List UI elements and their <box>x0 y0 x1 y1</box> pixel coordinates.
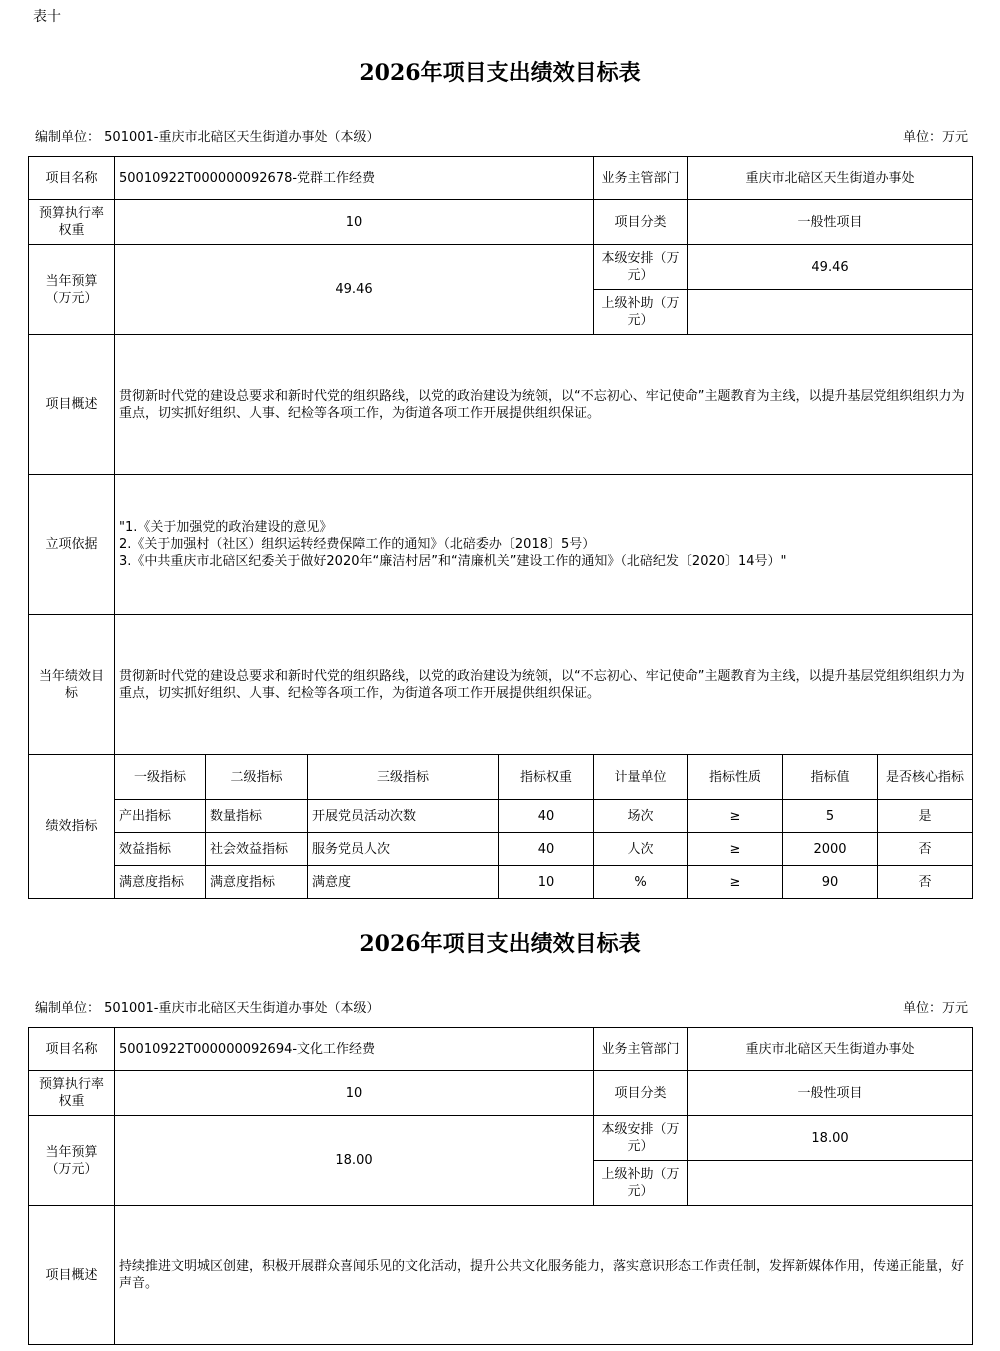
header-level3: 三级指标 <box>308 755 499 800</box>
org-unit-label: 编制单位： <box>35 1001 101 1016</box>
supervising-dept-label: 业务主管部门 <box>594 157 688 200</box>
budget-weight-value: 10 <box>115 200 594 245</box>
header-level1: 一级指标 <box>115 755 206 800</box>
header-level2: 二级指标 <box>206 755 308 800</box>
cell-unit: 场次 <box>594 800 688 833</box>
annual-goal-text: 贯彻新时代党的建设总要求和新时代党的组织路线，以党的政治建设为统领，以“不忘初心、牢记使命”主题教育为主线，以提升基层党组织组织力为重点，切实抓好组织、人事、纪检等各项工作，为街道各项工作开展提供组织保证。 <box>115 615 973 755</box>
annual-budget-label: 当年预算（万元） <box>29 1116 115 1206</box>
annual-budget-value: 49.46 <box>115 245 594 335</box>
project-category-value: 一般性项目 <box>688 1071 973 1116</box>
overview-label: 项目概述 <box>29 335 115 475</box>
cell-value: 90 <box>783 866 878 899</box>
project-category-label: 项目分类 <box>594 200 688 245</box>
org-unit-value: 501001-重庆市北碚区天生街道办事处（本级） <box>104 1001 380 1016</box>
overview-text: 贯彻新时代党的建设总要求和新时代党的组织路线，以党的政治建设为统领，以“不忘初心、牢记使命”主题教育为主线，以提升基层党组织组织力为重点，切实抓好组织、人事、纪检等各项工作，为街道各项工作开展提供组织保证。 <box>115 335 973 475</box>
project-name-label: 项目名称 <box>29 1028 115 1071</box>
currency-unit: 单位：万元 <box>902 130 968 145</box>
supervising-dept-value: 重庆市北碚区天生街道办事处 <box>688 157 973 200</box>
annual-budget-label: 当年预算（万元） <box>29 245 115 335</box>
overview-label: 项目概述 <box>29 1206 115 1345</box>
header-value: 指标值 <box>783 755 878 800</box>
header-weight: 指标权重 <box>499 755 594 800</box>
superior-subsidy-value <box>688 290 973 335</box>
header-unit: 计量单位 <box>594 755 688 800</box>
budget-weight-label: 预算执行率权重 <box>29 1071 115 1116</box>
table-row <box>29 866 973 899</box>
cell-weight: 40 <box>499 833 594 866</box>
superior-subsidy-label: 上级补助（万元） <box>594 1161 688 1206</box>
annual-goal-label: 当年绩效目标 <box>29 615 115 755</box>
basis-text: "1.《关于加强党的政治建设的意见》 2.《关于加强村（社区）组织运转经费保障工作的通知》（北碚委办〔2018〕5号） 3.《中共重庆市北碚区纪委关于做好2020年“廉洁村居”和“清廉机关”建设工作的通知》（北碚纪发〔2020〕14号）" <box>115 475 973 615</box>
cell-level1: 效益指标 <box>115 833 206 866</box>
overview-text: 持续推进文明城区创建，积极开展群众喜闻乐见的文化活动，提升公共文化服务能力，落实意识形态工作责任制，发挥新媒体作用，传递正能量，好声音。 <box>115 1206 973 1345</box>
performance-table-1 <box>28 156 973 899</box>
cell-weight: 10 <box>499 866 594 899</box>
budget-weight-value: 10 <box>115 1071 594 1116</box>
header-nature: 指标性质 <box>688 755 783 800</box>
cell-level2: 满意度指标 <box>206 866 308 899</box>
cell-unit: % <box>594 866 688 899</box>
cell-weight: 40 <box>499 800 594 833</box>
supervising-dept-value: 重庆市北碚区天生街道办事处 <box>688 1028 973 1071</box>
cell-level1: 产出指标 <box>115 800 206 833</box>
budget-weight-label: 预算执行率权重 <box>29 200 115 245</box>
table-label: 表十 <box>33 9 61 25</box>
superior-subsidy-value <box>688 1161 973 1206</box>
org-unit-value: 501001-重庆市北碚区天生街道办事处（本级） <box>104 130 380 145</box>
supervising-dept-label: 业务主管部门 <box>594 1028 688 1071</box>
project-category-label: 项目分类 <box>594 1071 688 1116</box>
annual-budget-value: 18.00 <box>115 1116 594 1206</box>
form-title: 2026年项目支出绩效目标表 <box>359 931 641 957</box>
project-name-value: 50010922T000000092678-党群工作经费 <box>115 157 594 200</box>
cell-level1: 满意度指标 <box>115 866 206 899</box>
indicators-label: 绩效指标 <box>29 755 115 899</box>
cell-value: 5 <box>783 800 878 833</box>
superior-subsidy-label: 上级补助（万元） <box>594 290 688 335</box>
org-unit-line <box>35 126 379 145</box>
header-core: 是否核心指标 <box>878 755 973 800</box>
cell-nature: ≥ <box>688 866 783 899</box>
currency-unit: 单位：万元 <box>902 1001 968 1016</box>
cell-core: 否 <box>878 866 973 899</box>
table-row <box>29 833 973 866</box>
project-category-value: 一般性项目 <box>688 200 973 245</box>
cell-core: 是 <box>878 800 973 833</box>
cell-level3: 开展党员活动次数 <box>308 800 499 833</box>
project-name-value: 50010922T000000092694-文化工作经费 <box>115 1028 594 1071</box>
cell-unit: 人次 <box>594 833 688 866</box>
local-arrangement-label: 本级安排（万元） <box>594 245 688 290</box>
project-name-label: 项目名称 <box>29 157 115 200</box>
local-arrangement-label: 本级安排（万元） <box>594 1116 688 1161</box>
local-arrangement-value: 18.00 <box>688 1116 973 1161</box>
local-arrangement-value: 49.46 <box>688 245 973 290</box>
cell-level2: 数量指标 <box>206 800 308 833</box>
form-title: 2026年项目支出绩效目标表 <box>359 60 641 86</box>
cell-level3: 满意度 <box>308 866 499 899</box>
cell-nature: ≥ <box>688 833 783 866</box>
cell-core: 否 <box>878 833 973 866</box>
cell-level3: 服务党员人次 <box>308 833 499 866</box>
table-row <box>29 800 973 833</box>
basis-label: 立项依据 <box>29 475 115 615</box>
performance-table-2 <box>28 1027 973 1345</box>
cell-nature: ≥ <box>688 800 783 833</box>
cell-value: 2000 <box>783 833 878 866</box>
org-unit-label: 编制单位： <box>35 130 101 145</box>
cell-level2: 社会效益指标 <box>206 833 308 866</box>
org-unit-line <box>35 997 379 1016</box>
